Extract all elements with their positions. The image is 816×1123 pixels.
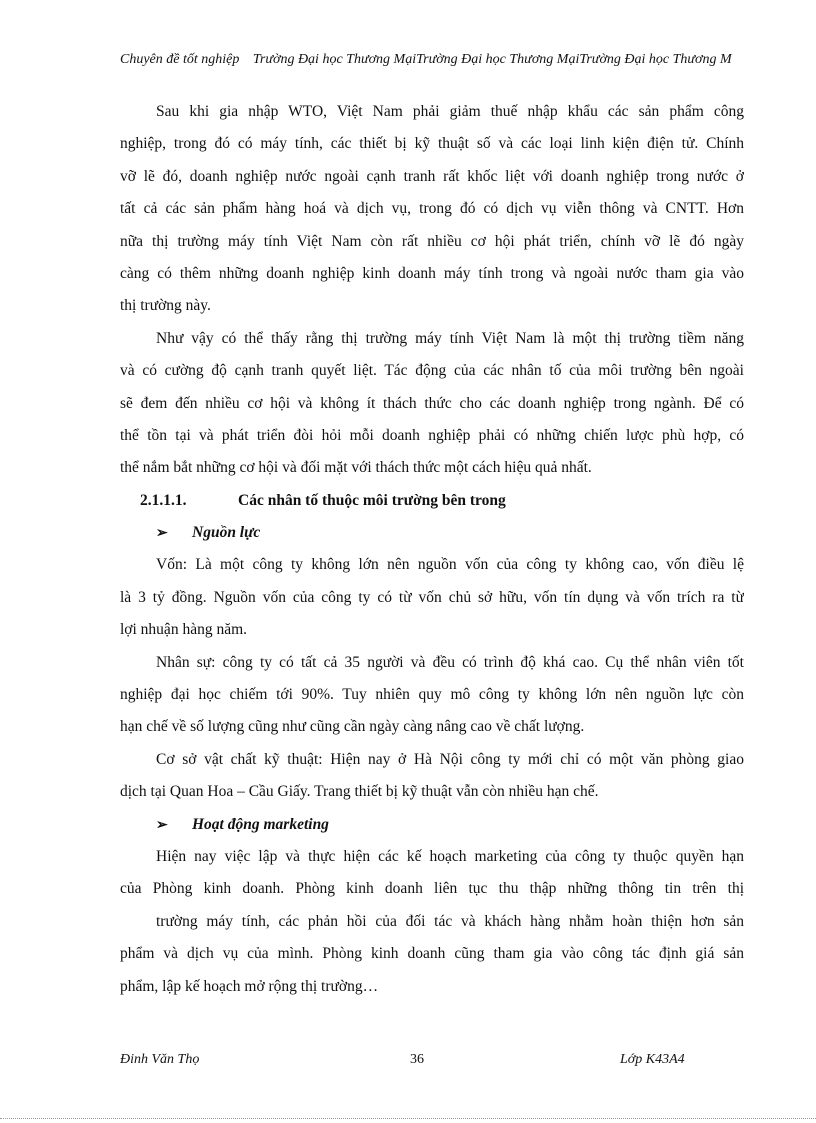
text-line: và có cường độ cạnh tranh quyết liệt. Tác động của các nhân tố của môi trường bên ngoài [120,362,744,380]
text-line: lợi nhuận hàng năm. [120,621,248,639]
text-line: càng có thêm những doanh nghiệp kinh doanh máy tính trong và ngoài nước tham gia vào [120,264,744,282]
text-line: nghiệp đại học chiếm tới 90%. Tuy nhiên quy mô công ty không lớn nên nguồn lực còn [120,686,744,704]
text-line: nghiệp, trong đó có máy tính, các thiết bị kỹ thuật số và các loại linh kiện điện tử. Chính [120,135,744,153]
text-line: thị trường này. [120,297,211,315]
text-line: trường máy tính, các phản hồi của đối tác và khách hàng nhằm hoàn thiện hơn sản [156,912,744,930]
text-line: thể nắm bắt những cơ hội và đối mặt với thách thức một cách hiệu quả nhất. [120,459,592,477]
paragraph-wto [120,96,744,323]
text-line: Sau khi gia nhập WTO, Việt Nam phải giảm thuế nhập khẩu các sản phẩm công [156,103,744,120]
text-line: Nhân sự: công ty có tất cả 35 người và đều có trình độ khá cao. Cụ thể nhân viên tốt [156,653,744,671]
text-line: dịch tại Quan Hoa – Cầu Giấy. Trang thiết bị kỹ thuật vẫn còn nhiều hạn chế. [120,783,599,801]
text-line: của Phòng kinh doanh. Phòng kinh doanh liên tục thu thập những thông tin trên thị [120,880,744,898]
footer-class: Lớp K43A4 [620,1052,685,1067]
paragraph-facilities [120,744,744,809]
text-line: là 3 tỷ đồng. Nguồn vốn của công ty có từ vốn chủ sở hữu, vốn tín dụng và vốn trích ra từ [120,588,744,606]
paragraph-marketing [120,841,744,1003]
text-line: Cơ sở vật chất kỹ thuật: Hiện nay ở Hà Nội công ty mới chỉ có một văn phòng giao [156,750,744,768]
text-line: Vốn: Là một công ty không lớn nên nguồn vốn của công ty không cao, vốn điều lệ [156,556,744,574]
bullet-label: Nguồn lực [192,524,261,542]
header-school: Trường Đại học Thương Mại [416,52,580,67]
footer-author: Đinh Văn Thọ [120,1052,200,1067]
arrow-bullet-icon: ➢ [156,817,168,833]
bullet-resources [120,517,744,549]
header-school: Trường Đại học Thương M [579,52,732,67]
paragraph-capital [120,549,744,646]
section-title: Các nhân tố thuộc môi trường bên trong [238,491,506,509]
text-line: sẽ đem đến nhiều cơ hội và không ít thách thức cho các doanh nghiệp trong ngành. Để có [120,394,744,412]
text-line: tất cả các sản phẩm hàng hoá và dịch vụ, trong đó có dịch vụ viễn thông và CNTT. Hơn [120,200,744,218]
page-bottom-divider [0,1118,816,1119]
page-header [120,52,816,68]
text-line: Hiện nay việc lập và thực hiện các kế hoạch marketing của công ty thuộc quyền hạn [156,847,744,865]
text-line: thể tồn tại và phát triển đòi hỏi mỗi doanh nghiệp phải có những chiến lược phù hợp, có [120,426,744,444]
page-number: 36 [410,1052,424,1067]
bullet-label: Hoạt động marketing [192,815,329,833]
text-line: vỡ lẽ đó, doanh nghiệp nước ngoài cạnh tranh rất khốc liệt với doanh nghiệp trong nước ở [120,167,744,185]
text-line: phẩm và dịch vụ của mình. Phòng kinh doanh cũng tham gia vào công tác định giá sản [120,945,744,963]
header-school: Trường Đại học Thương Mại [252,52,417,67]
paragraph-staff [120,647,744,744]
section-heading [120,485,744,517]
text-line: hạn chế về số lượng cũng như cũng cần ngày càng nâng cao về chất lượng. [120,718,585,736]
section-number: 2.1.1.1. [140,491,187,509]
text-line: phẩm, lập kế hoạch mở rộng thị trường… [120,977,379,995]
paragraph-market [120,323,744,485]
page-footer [120,1052,720,1074]
text-line: nữa thị trường máy tính Việt Nam còn rất nhiều cơ hội phát triển, chính vỡ lẽ đó ngày [120,232,744,250]
arrow-bullet-icon: ➢ [156,526,168,542]
text-line: Như vậy có thể thấy rằng thị trường máy tính Việt Nam là một thị trường tiềm năng [156,329,744,347]
header-title: Chuyên đề tốt nghiệp [120,52,240,67]
page-body [120,96,744,1003]
bullet-marketing [120,809,744,841]
